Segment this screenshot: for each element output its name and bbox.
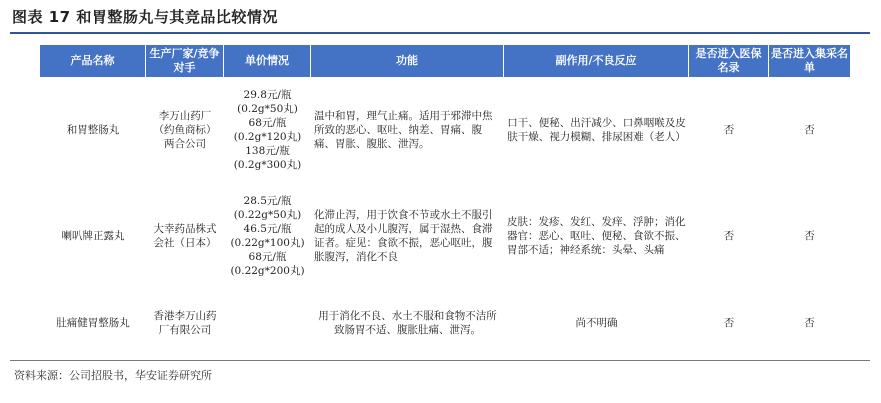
header-function: 功能	[311, 45, 504, 77]
cell-procurement: 否	[804, 124, 815, 136]
cell-side-effects: 皮肤：发疹、发红、发痒、浮肿；消化器官：恶心、呕吐、便秘、食欲不振、胃部不适；神经系统：头晕、头痛	[507, 216, 686, 256]
cell-procurement: 否	[804, 230, 815, 242]
cell-insurance: 否	[723, 124, 735, 136]
table-row	[40, 183, 850, 289]
cell-manufacturer: 李万山药厂（约鱼商标）两合公司	[153, 110, 217, 150]
source-divider	[10, 360, 870, 361]
cell-price: 29.8元/瓶 (0.2g*50丸) 68元/瓶 (0.2g*120丸) 138元/瓶 (0.2g*300丸)	[233, 89, 302, 171]
cell-product-name: 肚痛健胃整肠丸	[56, 317, 130, 329]
header-product-name: 产品名称	[40, 45, 146, 77]
source-note: 资料来源：公司招股书，华安证券研究所	[14, 369, 212, 382]
table-row	[40, 77, 850, 183]
header-side-effects: 副作用/不良反应	[504, 45, 689, 77]
cell-function: 温中和胃，理气止痛。适用于邪滞中焦所致的恶心、呕吐、纳差、胃痛、腹痛、胃胀、腹胀、泄泻。	[314, 110, 493, 150]
cell-manufacturer: 大幸药品株式会社（日本）	[153, 223, 217, 249]
table-row	[40, 289, 850, 357]
cell-product-name: 喇叭牌正露丸	[61, 230, 125, 242]
header-manufacturer: 生产厂家/竞争对手	[146, 45, 224, 77]
cell-side-effects: 尚不明确	[575, 317, 618, 329]
header-procurement: 是否进入集采名单	[769, 45, 850, 77]
cell-price	[224, 289, 311, 357]
cell-manufacturer: 香港李万山药厂有限公司	[153, 310, 217, 336]
cell-function: 用于消化不良、水土不服和食物不洁所致肠胃不适、腹胀肚痛、泄泻。	[318, 310, 497, 336]
cell-insurance: 否	[723, 317, 735, 329]
header-price: 单价情况	[224, 45, 311, 77]
cell-side-effects: 口干、便秘、出汗减少、口鼻咽喉及皮肤干燥、视力模糊、排尿困难（老人）	[507, 117, 686, 143]
title-divider	[10, 32, 870, 34]
table-header-row	[40, 45, 850, 77]
cell-product-name: 和胃整肠丸	[66, 124, 120, 136]
comparison-table	[40, 45, 850, 357]
figure-title: 图表 17 和胃整肠丸与其竞品比较情况	[12, 8, 278, 26]
cell-function: 化滞止泻，用于饮食不节或水土不服引起的成人及小儿腹泻，属于湿热、食滞证者。症见：食欲不振，恶心呕吐，腹胀腹泻，消化不良	[314, 209, 493, 263]
cell-procurement: 否	[804, 317, 815, 329]
cell-price: 28.5元/瓶 (0.22g*50丸) 46.5元/瓶 (0.22g*100丸) 68元/瓶 (0.22g*200丸)	[230, 195, 305, 277]
header-insurance: 是否进入医保名录	[689, 45, 769, 77]
cell-insurance: 否	[723, 230, 735, 242]
